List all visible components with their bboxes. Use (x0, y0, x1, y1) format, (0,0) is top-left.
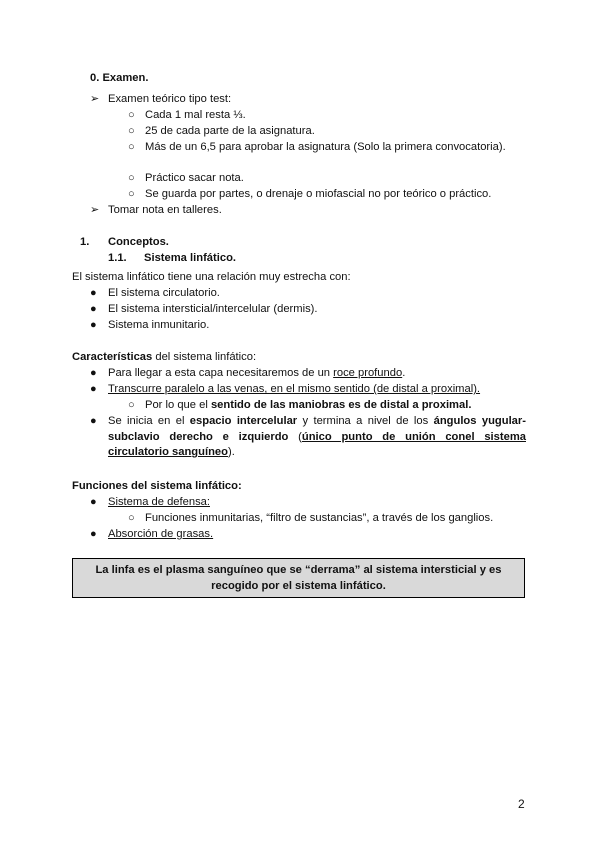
dot-bullet-icon: ● (90, 303, 97, 315)
circle-bullet-icon: ○ (128, 172, 135, 184)
dot-bullet-icon: ● (90, 287, 97, 299)
characteristics-heading (72, 350, 256, 366)
text: ( (288, 430, 302, 443)
function-item: Sistema de defensa: (108, 496, 210, 508)
underlined-text: roce profundo (333, 367, 403, 379)
arrow-bullet-icon: ➢ (90, 93, 100, 105)
exam-subitem: Más de un 6,5 para aprobar la asignatura (Solo la primera convocatoria). (145, 141, 506, 153)
text: Se inicia en el (108, 415, 190, 427)
characteristic-item (108, 414, 526, 461)
relation-item: El sistema circulatorio. (108, 287, 220, 299)
dot-bullet-icon: ● (90, 319, 97, 331)
section-1-number: 1. (80, 236, 90, 248)
callout-box (72, 558, 525, 598)
subsection-number: 1.1. (108, 252, 127, 264)
characteristics-heading-bold: Características (72, 351, 153, 363)
exam-subitem: 25 de cada parte de la asignatura. (145, 125, 315, 137)
bold-text: ángulos yugular-subclavio derecho e izquierdo (108, 415, 526, 443)
circle-bullet-icon: ○ (128, 399, 135, 411)
functions-heading: Funciones del sistema linfático: (72, 480, 242, 492)
text: y termina a nivel de los (297, 415, 434, 427)
exam-subitem: Práctico sacar nota. (145, 172, 244, 184)
arrow-bullet-icon: ➢ (90, 204, 100, 216)
bold-underlined-text: único punto de unión conel sistema circulatorio sanguíneo (108, 430, 526, 459)
characteristics-heading-rest: del sistema linfático: (152, 351, 257, 363)
relation-item: Sistema inmunitario. (108, 319, 210, 331)
relation-item: El sistema intersticial/intercelular (dermis). (108, 303, 318, 315)
function-subitem: Funciones inmunitarias, “filtro de sustancias”, a través de los ganglios. (145, 512, 494, 524)
circle-bullet-icon: ○ (128, 188, 135, 200)
text: Por lo que el (145, 399, 211, 411)
exam-subitem: Se guarda por partes, o drenaje o miofascial no por teórico o práctico. (145, 188, 492, 200)
function-item: Absorción de grasas. (108, 528, 214, 540)
text: Para llegar a esta capa necesitaremos de un (108, 367, 334, 379)
page-number: 2 (518, 797, 525, 811)
dot-bullet-icon: ● (90, 528, 97, 540)
section-1-heading: Conceptos. (108, 236, 169, 248)
subsection-heading: Sistema linfático. (144, 252, 237, 264)
callout-line: La linfa es el plasma sanguíneo que se “derrama” al sistema intersticial y es (95, 564, 502, 576)
exam-subitem: Cada 1 mal resta ⅓. (145, 109, 246, 121)
callout-line: recogido por el sistema linfático. (211, 580, 386, 592)
circle-bullet-icon: ○ (128, 141, 135, 153)
characteristic-item: Transcurre paralelo a las venas, en el mismo sentido (de distal a proximal). (108, 383, 481, 395)
circle-bullet-icon: ○ (128, 125, 135, 137)
bold-text: espacio intercelular (189, 415, 298, 427)
section-0-heading: 0. Examen. (90, 72, 149, 84)
dot-bullet-icon: ● (90, 415, 97, 427)
dot-bullet-icon: ● (90, 496, 97, 508)
dot-bullet-icon: ● (90, 367, 97, 379)
text: . (402, 367, 406, 379)
text: ). (227, 446, 235, 459)
intro-paragraph: El sistema linfático tiene una relación muy estrecha con: (72, 271, 351, 283)
circle-bullet-icon: ○ (128, 109, 135, 121)
notes-item: Tomar nota en talleres. (108, 204, 222, 216)
bold-text: sentido de las maniobras es de distal a proximal. (210, 399, 472, 411)
dot-bullet-icon: ● (90, 383, 97, 395)
characteristic-item (108, 366, 405, 382)
circle-bullet-icon: ○ (128, 512, 135, 524)
exam-type-item: Examen teórico tipo test: (108, 93, 232, 105)
characteristic-subitem (145, 398, 471, 414)
